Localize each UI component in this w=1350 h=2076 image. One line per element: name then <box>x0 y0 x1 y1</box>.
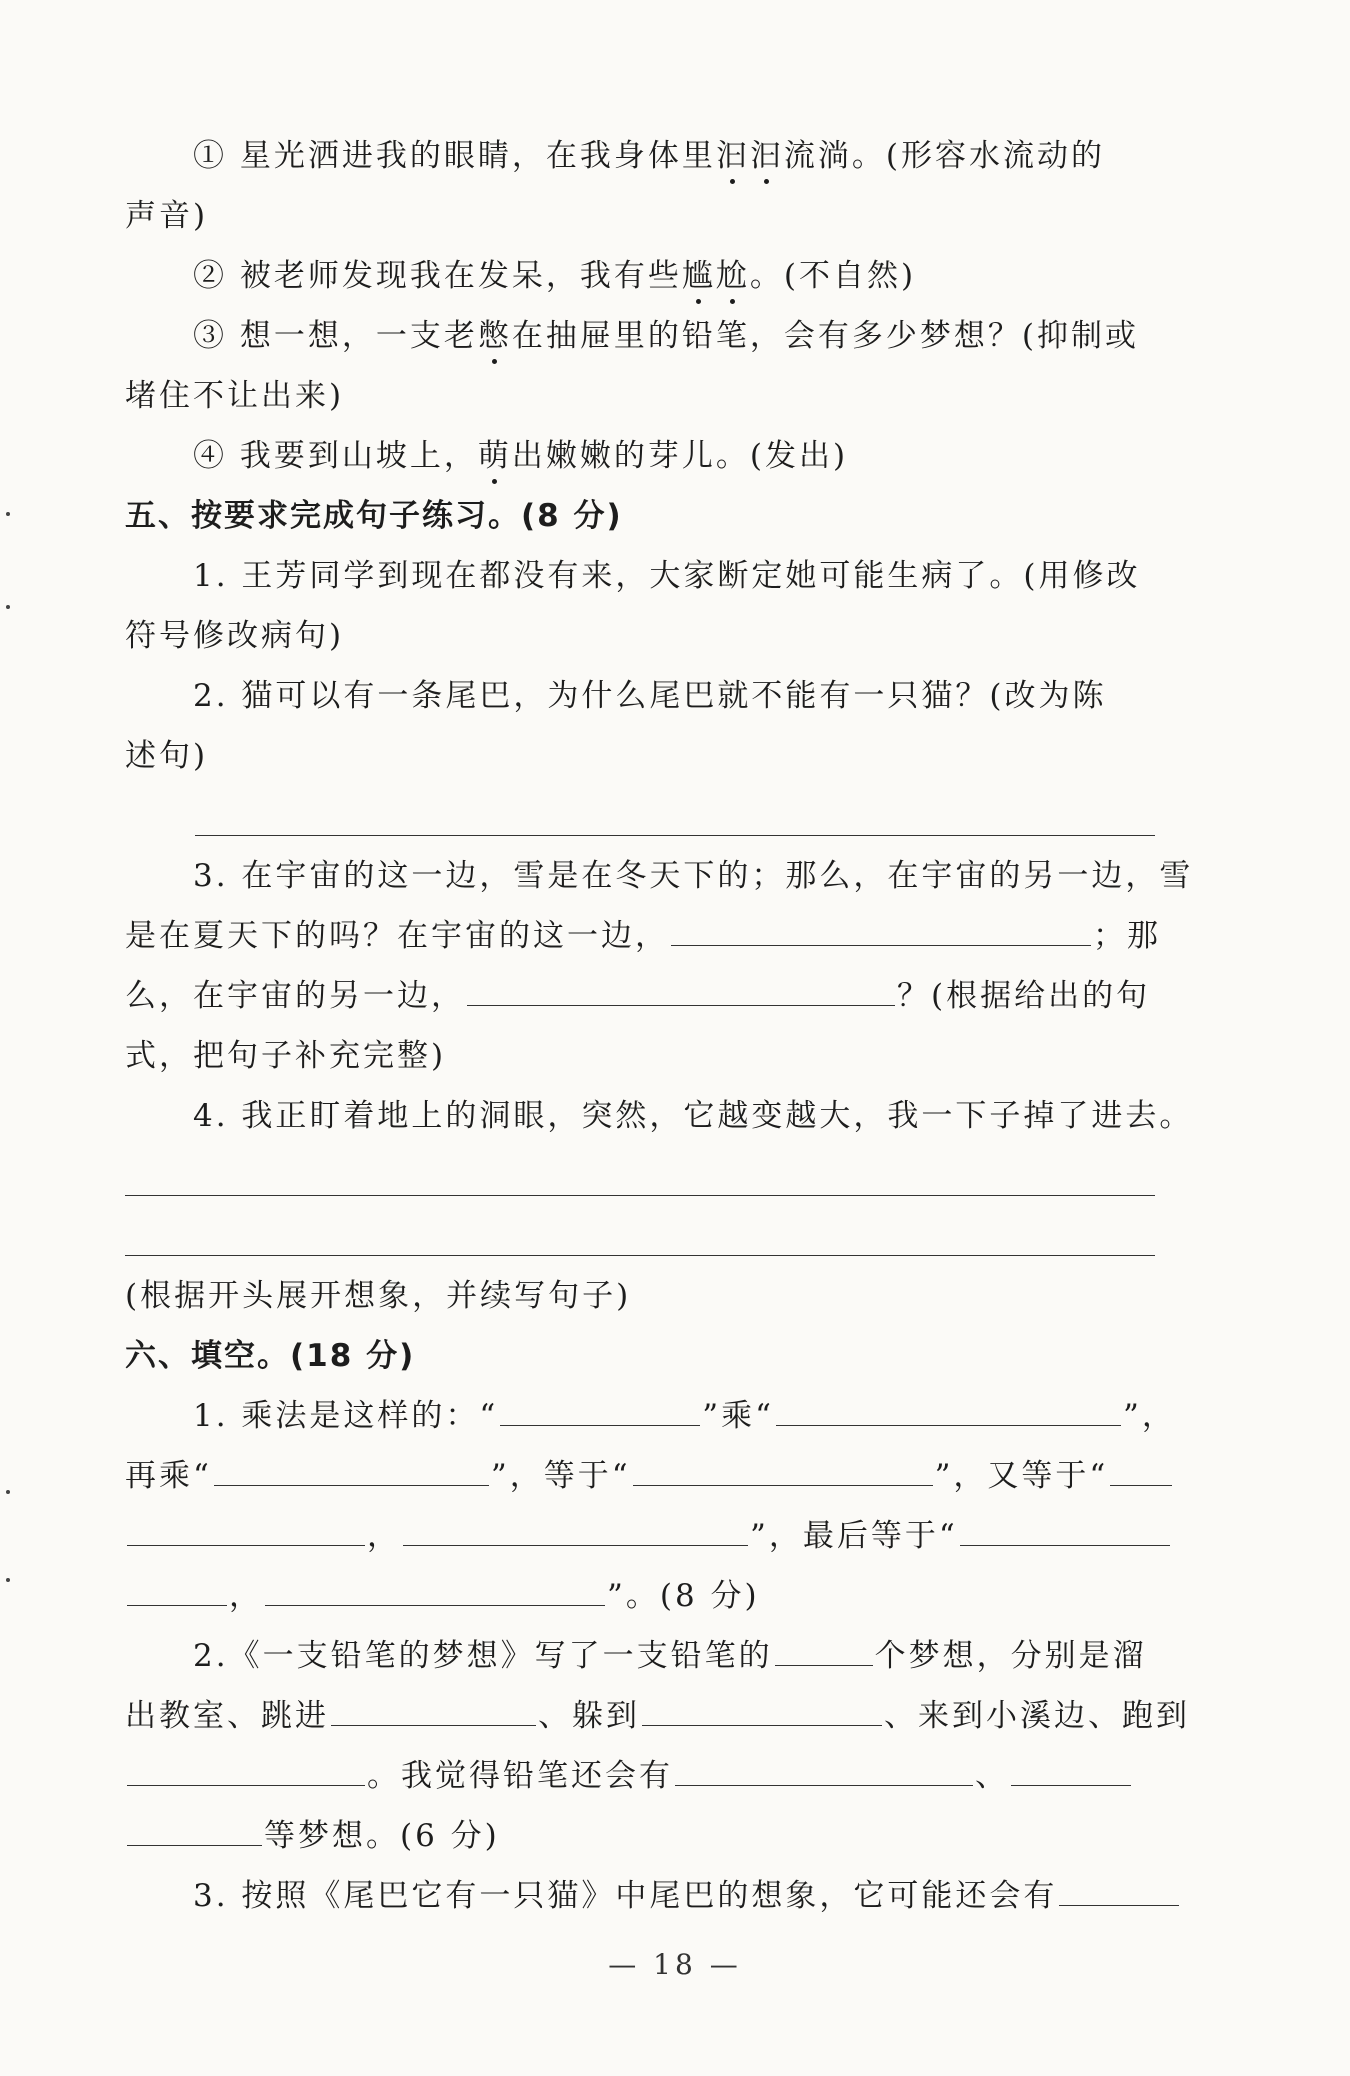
fill-blank[interactable] <box>1011 1755 1131 1786</box>
s5-q3-line2 <box>125 914 1161 958</box>
answer-line[interactable] <box>125 1255 1155 1256</box>
fill-blank[interactable] <box>675 1755 973 1786</box>
dotted-char: 尴 <box>682 254 716 298</box>
s6-q1-line1 <box>193 1394 1223 1438</box>
fill-blank[interactable] <box>265 1575 605 1606</box>
fill-blank[interactable] <box>467 975 895 1006</box>
s6-q3-line1 <box>193 1874 1223 1918</box>
item-text: 流淌。(形容水流动的 <box>783 138 1105 174</box>
s6-q2-line1 <box>193 1634 1223 1678</box>
item-text: ”， <box>1122 1398 1176 1434</box>
s5-q4-note: (根据开头展开想象，并续写句子) <box>125 1278 632 1314</box>
q4-item-3-cont: 堵住不让出来) <box>125 378 345 414</box>
s5-q4: 4. 我正盯着地上的洞眼，突然，它越变越大，我一下子掉了进去。 <box>193 1098 1194 1134</box>
dotted-char: 憋 <box>478 314 512 358</box>
fill-blank[interactable] <box>776 1395 1121 1426</box>
fill-blank[interactable] <box>127 1755 365 1786</box>
item-text: ， <box>229 1578 263 1614</box>
item-text: ， <box>367 1518 401 1554</box>
margin-mark <box>6 512 10 516</box>
answer-line[interactable] <box>195 835 1155 836</box>
item-text: 等梦想。(6 分) <box>264 1818 500 1854</box>
fill-blank[interactable] <box>775 1635 873 1666</box>
margin-mark <box>6 605 10 609</box>
fill-blank[interactable] <box>642 1695 882 1726</box>
fill-blank[interactable] <box>214 1455 489 1486</box>
s6-q1-line2 <box>125 1454 1155 1498</box>
item-text: ”，最后等于“ <box>750 1518 958 1554</box>
item-text: 出嫩嫩的芽儿。(发出) <box>511 438 849 474</box>
item-text: 1. 乘法是这样的：“ <box>193 1398 499 1434</box>
s6-q2-line2 <box>125 1694 1190 1738</box>
margin-mark <box>6 1578 10 1582</box>
fill-blank[interactable] <box>500 1395 700 1426</box>
dotted-char: 萌 <box>478 434 512 478</box>
s5-q2: 2. 猫可以有一条尾巴，为什么尾巴就不能有一只猫？(改为陈 <box>193 678 1107 714</box>
item-text: 3. 按照《尾巴它有一只猫》中尾巴的想象，它可能还会有 <box>193 1878 1058 1914</box>
s5-q3-line3 <box>125 974 1155 1018</box>
fill-blank[interactable] <box>127 1815 262 1846</box>
item-text: ④ 我要到山坡上， <box>193 438 478 474</box>
s6-q1-line4 <box>125 1574 1155 1618</box>
dotted-char: 汩 <box>750 134 784 178</box>
fill-blank[interactable] <box>1110 1455 1172 1486</box>
item-text: ”，又等于“ <box>934 1458 1109 1494</box>
item-text: 么，在宇宙的另一边， <box>125 978 465 1014</box>
item-text: 。(不自然) <box>749 258 917 294</box>
fill-blank[interactable] <box>960 1515 1170 1546</box>
section-6-title: 六、填空。(18 分) <box>125 1338 416 1374</box>
dotted-char: 汩 <box>716 134 750 178</box>
q4-item-1 <box>193 134 1223 178</box>
s5-q1-cont: 符号修改病句) <box>125 618 345 654</box>
item-text: 、躲到 <box>538 1698 640 1734</box>
fill-blank[interactable] <box>1059 1875 1179 1906</box>
s5-q3-cont: 式，把句子补充完整) <box>125 1038 447 1074</box>
q4-item-3 <box>193 314 1223 358</box>
item-text: 2.《一支铅笔的梦想》写了一支铅笔的 <box>193 1638 773 1674</box>
s6-q2-line4 <box>125 1814 1155 1858</box>
item-text: ③ 想一想，一支老 <box>193 318 478 354</box>
fill-blank[interactable] <box>633 1455 933 1486</box>
fill-blank[interactable] <box>127 1515 365 1546</box>
item-text: 是在夏天下的吗？在宇宙的这一边， <box>125 918 669 954</box>
item-text: ；那 <box>1093 918 1161 954</box>
s5-q3: 3. 在宇宙的这一边，雪是在冬天下的；那么，在宇宙的另一边，雪 <box>193 858 1194 894</box>
fill-blank[interactable] <box>127 1575 227 1606</box>
s6-q1-line3 <box>125 1514 1155 1558</box>
item-text: ”，等于“ <box>490 1458 631 1494</box>
item-text: 、 <box>975 1758 1009 1794</box>
q4-item-1-cont: 声音) <box>125 198 209 234</box>
answer-line[interactable] <box>125 1195 1155 1196</box>
fill-blank[interactable] <box>331 1695 536 1726</box>
section-5-title: 五、按要求完成句子练习。(8 分) <box>125 498 623 534</box>
item-text: 出教室、跳进 <box>125 1698 329 1734</box>
item-text: ① 星光洒进我的眼睛，在我身体里 <box>193 138 716 174</box>
item-text: 再乘“ <box>125 1458 212 1494</box>
s5-q1: 1. 王芳同学到现在都没有来，大家断定她可能生病了。(用修改 <box>193 558 1141 594</box>
item-text: 在抽屉里的铅笔，会有多少梦想？(抑制或 <box>511 318 1139 354</box>
margin-mark <box>6 1490 10 1494</box>
item-text: ？(根据给出的句 <box>897 978 1151 1014</box>
s6-q2-line3 <box>125 1754 1155 1798</box>
item-text: 个梦想，分别是溜 <box>874 1638 1147 1674</box>
item-text: ② 被老师发现我在发呆，我有些 <box>193 258 682 294</box>
q4-item-2 <box>193 254 1223 298</box>
q4-item-4 <box>193 434 1223 478</box>
fill-blank[interactable] <box>403 1515 748 1546</box>
fill-blank[interactable] <box>671 915 1091 946</box>
s5-q2-cont: 述句) <box>125 738 209 774</box>
dotted-char: 尬 <box>716 254 750 298</box>
item-text: 。我觉得铅笔还会有 <box>367 1758 673 1794</box>
page-number: — 18 — <box>608 1948 742 1981</box>
item-text: ”。(8 分) <box>607 1578 760 1614</box>
item-text: ”乘“ <box>702 1398 774 1434</box>
item-text: 、来到小溪边、跑到 <box>884 1698 1190 1734</box>
